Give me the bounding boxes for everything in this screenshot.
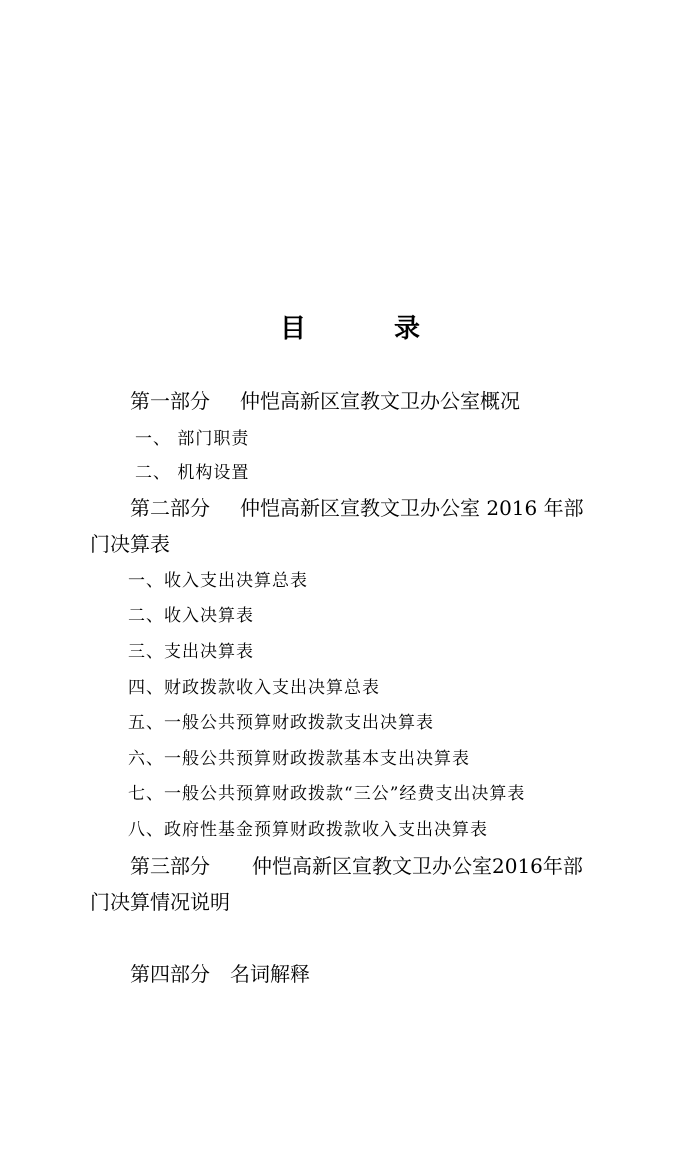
toc-part-2-item-2[interactable]: 二、收入决算表 bbox=[128, 606, 254, 626]
toc-part-3[interactable] bbox=[130, 850, 583, 879]
part-1-text: 仲恺高新区宣教文卫办公室概况 bbox=[240, 389, 520, 413]
toc-part-2-item-3[interactable]: 三、支出决算表 bbox=[128, 642, 254, 662]
page-title bbox=[0, 308, 700, 345]
part-3-text-line-1: 仲恺高新区宣教文卫办公室2016年部 bbox=[252, 854, 583, 878]
part-4-text: 名词解释 bbox=[230, 962, 310, 986]
title-char-1: 目 bbox=[279, 314, 306, 344]
toc-part-2-item-1[interactable]: 一、收入支出决算总表 bbox=[128, 571, 308, 591]
toc-part-2-item-7[interactable]: 七、一般公共预算财政拨款“三公”经费支出决算表 bbox=[128, 784, 526, 804]
toc-part-2[interactable] bbox=[130, 492, 584, 521]
part-3-text-line-2[interactable]: 门决算情况说明 bbox=[90, 890, 230, 914]
toc-part-4[interactable] bbox=[130, 958, 310, 987]
toc-part-2-item-8[interactable]: 八、政府性基金预算财政拨款收入支出决算表 bbox=[128, 820, 488, 840]
toc-part-2-item-5[interactable]: 五、一般公共预算财政拨款支出决算表 bbox=[128, 713, 434, 733]
toc-part-2-item-4[interactable]: 四、财政拨款收入支出决算总表 bbox=[128, 678, 380, 698]
part-2-name: 第二部分 bbox=[130, 496, 210, 520]
part-2-text-line-1: 仲恺高新区宣教文卫办公室 2016 年部 bbox=[240, 496, 584, 520]
toc-part-1-item-2[interactable]: 二、 机构设置 bbox=[135, 463, 250, 483]
part-3-name: 第三部分 bbox=[130, 854, 210, 878]
part-1-name: 第一部分 bbox=[130, 389, 210, 413]
part-4-name: 第四部分 bbox=[130, 962, 210, 986]
title-char-2: 录 bbox=[394, 314, 421, 344]
toc-part-1[interactable] bbox=[130, 385, 520, 414]
toc-part-1-item-1[interactable]: 一、 部门职责 bbox=[135, 429, 250, 449]
toc-part-2-item-6[interactable]: 六、一般公共预算财政拨款基本支出决算表 bbox=[128, 749, 470, 769]
part-2-text-line-2[interactable]: 门决算表 bbox=[90, 532, 170, 556]
